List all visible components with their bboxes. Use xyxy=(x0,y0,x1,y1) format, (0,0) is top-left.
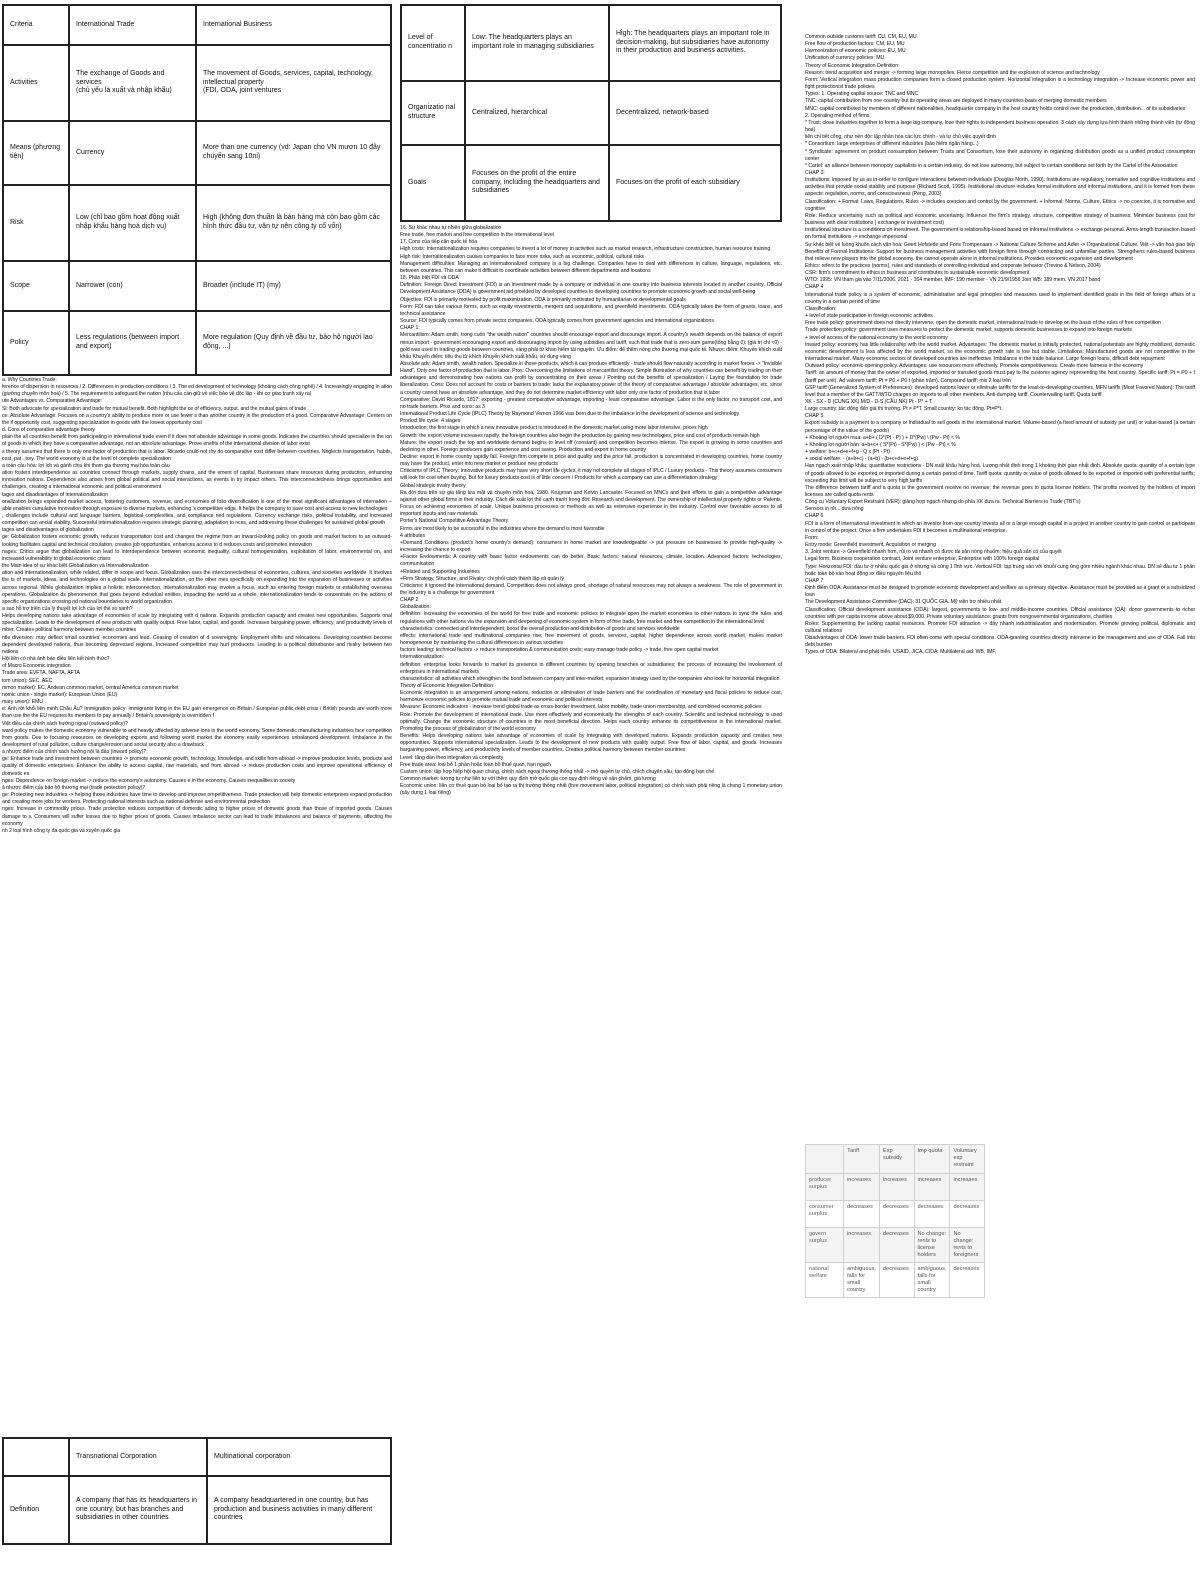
note-line: CHAP 4 xyxy=(805,284,824,291)
table-cell: Less regulations (between import and export) xyxy=(69,311,196,375)
table-cell: Narrower (con) xyxy=(69,261,196,311)
table-header-row xyxy=(3,5,391,45)
table-header-cell: International Trade xyxy=(69,5,196,45)
table-cell: More than one currency (vd: Japan cho VN mượn 10 đây chuyển sang 10ni) xyxy=(196,121,391,185)
table-cell: Focuses on the profit of the entire company, including the headquarters and subsidiaries xyxy=(465,145,609,221)
note-line: Level: tăng dần theo integration và complexity xyxy=(400,754,504,761)
table-cell: Policy xyxy=(3,311,69,375)
note-line: Classification: xyxy=(805,305,837,312)
note-line: Export subsidy is a payment to a company or individual to sell goods in the international market. Volume-based (a fixed amount of subsidy per unit) or value-based (a certain percentage of the value of the goods) xyxy=(805,420,1195,434)
table-cell: consumer surplus xyxy=(806,1201,844,1228)
note-line: Internationalization: xyxy=(400,654,444,661)
table-row xyxy=(3,1476,391,1544)
note-line: + level of access of the national economy to the world economy xyxy=(805,334,948,341)
note-line: nges: Dependence on foreign market -> reduce the economy's autonomy. Causes e in the economy. Causes inequalities in society xyxy=(2,777,296,784)
note-line: * Cartel: an alliance between monopoly capitalists in a certain industry, do not lose autonomy, but subject to certain conditions set forth by the Cartel of the Association xyxy=(805,162,1178,169)
note-line: 4 attributes xyxy=(400,532,426,539)
table-cell: ambiguous, falls for small country xyxy=(844,1262,880,1297)
note-line: ả nhược điểm của bảo hộ thương mại (trade protection policy)? xyxy=(2,784,146,791)
note-line: 2. Operating method of firms xyxy=(805,112,870,119)
note-line: Custom union: tập hợp hiệp hội quan chung, chính sách ngoại thương thống nhất -> mở quyền tự chủ, chích chuyên sâu, tạo động hạn chế xyxy=(400,768,715,775)
note-line: Sl: Both advocate for specialization and trade for mutual benefit. Both highlight the ce of efficiency, output, and the mutual gains of trade xyxy=(2,405,307,412)
table-cell: increases xyxy=(844,1228,880,1263)
note-line: Theory of Economic Integration Definition: xyxy=(805,62,900,69)
table-header-cell: Transnational Corporation xyxy=(69,1438,207,1476)
note-line: FDI is a form of international investment in which an investor from one country invests all or a large enough capital in a project in another country to gain control or participate in control of the project. Once a firm undertakes FDI it becomes a multinational enterprise. xyxy=(805,520,1195,534)
note-line: Sensors in nh... dưa nông xyxy=(805,506,864,513)
note-line: Helps developing nations take advantage of economies of scale by integrating with d nations. Expands production capacity and creates new opportunities. Supports onal specialization. Leads to the development of new products with quality output. Free labor, capital, and goods. Increases bargaining power, efficiency, and productivity levels of mber. Creates political harmony between member countries xyxy=(2,613,392,634)
note-line: Common outside customs tariff: CU, CM, EU, MU xyxy=(805,34,917,40)
note-line: nomic union - single market): European Union (EU) xyxy=(2,691,118,698)
note-line: Common market: tương tự như liên tự với thêm quy định mở quốc gia con quy định riêng về sản phẩm, giá lương xyxy=(400,776,656,783)
table-cell: Scope xyxy=(3,261,69,311)
table-cell: decreases xyxy=(844,1201,880,1228)
note-line: MNC: capital contributed by members of different nationalities, headquarter company in the host country holds control over the production, distribution... of its subsidiaries xyxy=(805,105,1186,112)
note-line: Công cụ Voluntary Export Restraint (VER): giảng hợp ngạch nhưng do phía XK đưa ra. Technical Barriers to Trade (TBT's) xyxy=(805,499,1081,506)
note-line: +Demand Conditions (product's home country's demand): consumers in home market are knowledgeable -> put pressure on businesses to provide high-quality -> increasing the chance to export xyxy=(400,539,782,554)
note-line: Form: xyxy=(805,534,819,541)
note-line: Inward policy: economy has little relationship with the world market. Advantages: The domestic market is initially protected, national potentials are highly mobilized, domestic economic development is less affected by the world market, so the economic growth rate is low but stable. Limitations: Manufactured goods are not competitive in the international market. Many economic sectors of developed countries are ineffective. Imbalance in the trade balance. Large foreign loans, difficult debt repayment xyxy=(805,341,1195,363)
note-line: International Product Life Cycle (IPLC) Theory by Raymond Vernon 1966 was born due to the imbalance in the development of science and technology xyxy=(400,411,740,418)
table-cell: The exchange of Goods and services (chủ yếu là xuất và nhập khẩu) xyxy=(69,45,196,121)
note-line: nges: Increase in commodity prices. Trade protection reduces competition of domestic ading to higher prices of domestic goods than those of imported goods. Causes damage to s. Consumers will suffer losses due to higher prices of goods. Causes imbalance sector can lead to trade imbalances and balance of payments, affecting the economy xyxy=(2,806,392,827)
note-line: characteristics: connected and interdependent; boost the overall production and distribution of goods and services worldwide xyxy=(400,625,680,632)
note-line: tom union): SEC, AEC xyxy=(2,677,53,684)
note-line: Benefits of Formal Institutions: Support for business management activities with foreign firms through contracting and unfamiliar parties. Strengthens rules-based business that relieve new players into the global economy. the cannot operate alone in informal institutions. Provides economic expansion and development xyxy=(805,248,1195,262)
note-line: Disadvantages of ODA: lower trade barriers. FDI often come with special conditions. ODA-granting countries directly intervene in the management and use of ODA. Fall into debt burden xyxy=(805,635,1195,649)
note-line: ge: Protecting new industries -> helping those industries have time to develop and improve ompetitiveness. Trade protection will help domestic enterprises expand production and creating more jobs for workers. Protecting national interests such as national defense and environmental protection xyxy=(2,792,392,806)
table-cell: Goals xyxy=(401,145,465,221)
note-line: Form: FDI can take various forms, such as equity investments, mergers and acquisitions, and greenfield investments. ODA typically takes the form of grants, loans, and technical assistance xyxy=(400,303,782,317)
notes-left xyxy=(2,377,392,1423)
note-line: liên chỉ tiết công, như nền độc lập nhân hóa các lực chính - và tự chủ việc quyết định xyxy=(805,134,996,141)
corporation-table xyxy=(2,1437,392,1545)
table-header-cell: International Business xyxy=(196,5,391,45)
table-cell: Definition xyxy=(3,1476,69,1544)
note-line: a sao hỗ trợ triển của lý thuyết lợi ích của lợi thế so sánh? xyxy=(2,606,133,612)
table-cell: Currency xyxy=(69,121,196,185)
table-cell: Exp subsidy xyxy=(879,1145,914,1174)
note-line: The difference between tariff and a quota is the government receive no revenue; the revenue goes to quota license holders. The profits received by the holders of import licenses are called quota rents xyxy=(805,484,1195,498)
note-line: High costs: Internationalization requires companies to invest a lot of money in activities such as market research, infrastructure construction, human resource training. xyxy=(400,246,772,253)
note-line: effects: international trade and multinational companies rise; free movement of goods, services, capital; higher dependence across world market; makes market homogeneous by maintaining the cultural differences in various societies xyxy=(400,632,782,647)
note-line: Objective: FDI is primarily motivated by profit maximization. ODA is primarily motivated by humanitarian or developmental goals xyxy=(400,296,686,303)
note-line: Trade area: EVFTA, NAFTA, AFTA xyxy=(2,670,80,677)
note-line: Economic integration is an arrangement among nations, reduction or elimination of trade barriers and the coordination of monetary and fiscal policies to reduce cost, harmonize economic policies to promote mutual trade and economic and political interests xyxy=(400,690,782,704)
column-left xyxy=(2,4,392,1545)
note-line: Growth: the export volume increases rapidly, the foreign countries also begin the production by gaining new technologies, price and cost of products remain high xyxy=(400,432,760,439)
note-line: + level of state participation in foreign economic activities xyxy=(805,313,933,320)
note-line: +Related and Supporting Industries xyxy=(400,568,480,575)
table-cell: Risk xyxy=(3,185,69,261)
note-line: Free flow of production factors: CM, EU, MU xyxy=(805,41,905,48)
table-cell: govern surplus xyxy=(806,1228,844,1263)
note-line: Type: Horizontal FDI: đầu tư ở nhiều quốc gia ở nhưng và cùng 1 lĩnh vực. Vertical FDI: tạp trung vào với chuỗi cung ứng gồm nhiều ngành khác nhau. DN sẽ đầu tư 1 phần hoặc toàn bộ vào hoạt động sx điều nguyên liệu thô xyxy=(805,563,1195,577)
note-line: e: Anh rời khỏi liên minh Châu Âu? Immigration policy: immigrants living in the EU gain emergence on Britain / European public debt crisis / British pounds are worth more than use the the EU requires its members to pay annually / Britain's sovereignty is overridden f xyxy=(2,706,392,720)
table-cell: Imp quota xyxy=(914,1145,950,1174)
table-cell: decreases xyxy=(950,1262,985,1297)
note-line: High risk: Internationalization causes companies to face more risks, such as economic, political, cultural risks xyxy=(400,253,645,260)
note-line: * Consortium: large enterprises of different industries (bảo hiểm ngân hàng...) xyxy=(805,141,979,148)
note-line: ward policy makes the domestic economy vulnerable to and heavily affected by adverse ions in the world economy. Some domestic manufacturing industries face competition from goods. Due to focusing resources on developing exports and following world market the economy easily experiences unbalanced development. Imbalance in the development of rural pollution, culture change/erosion and social security also a drawback xyxy=(2,727,392,748)
table-cell: Means (phương tiện) xyxy=(3,121,69,185)
note-line: nh 2 loại hình công ty đa quốc gia và xuyên quốc gia xyxy=(2,827,121,834)
note-line: definition: enterprise looks forwards to market its presence in different countries by opening branches or subsidiaries; the process of increasing the involvement of enterprises in international markets xyxy=(400,661,782,675)
note-line: Form: Vertical integration mass production companies form a closed production system. Horizontal integration is a technology integration -> Increase economic power and fight protectionist trade policies xyxy=(805,76,1195,91)
note-line: Unification of currency policies: MU xyxy=(805,55,885,62)
table-row xyxy=(3,311,391,375)
table-row xyxy=(401,145,781,221)
note-line: +Firm Strategy, Structure, and Rivalry: chi phối cách thành lập và quản lý xyxy=(400,575,564,582)
table-cell: No change: rents to license holders xyxy=(914,1228,950,1263)
note-line: Criticisms: it ignored the international demand. Competition does not always good, shortage of natural resources may not always a weakness. The role of government in the industry is a challenge for government xyxy=(400,582,782,596)
note-line: d. Cons of comparative advantage theory xyxy=(2,427,95,434)
note-line: a toàn cầu hóa: lợi ích và gánh chịu khi tham gia thương mại hóa toàn cầu xyxy=(2,462,170,469)
note-line: + Khoảng lợi người mua: a+b+ ( D*(Pt - P) ) + D*(Pw) \ (Pw - Pt) < % xyxy=(805,434,960,441)
note-line: characteristics: all activities which strengthen the bond between company and inter-market; expansion strategy used by the companies who look for horizontal integration xyxy=(400,675,780,682)
table-cell: Broader (include IT) (my) xyxy=(196,261,391,311)
note-line: Types: 1. Operating capital source: TNC and MNC xyxy=(805,91,919,98)
note-line: Product life cycle: 4 stages xyxy=(400,418,461,425)
note-line: Ra đời dựa trên sự gia tăng lựa mặt và chuyên môn hoá, 1980. Krugman and Kelvin Lancaster. Focused on MNCs and their efforts to gain a competitive advantage against other global firms in their industry. Cách đề xuất lợi thế cạnh tranh trong đời: Research and development. The ownership of intellectual property rights or Patents. Focus on achieving economies of scale. Unique business processes or methods as well as extensive experience in the industry. Control over favorable access to all important inputs and raw materials xyxy=(400,489,782,518)
note-line: the Main idea of sự khác biệt Globalization và Internationalization xyxy=(2,563,149,570)
table-row xyxy=(3,121,391,185)
table-cell: Focuses on the profit of each subsidiary xyxy=(609,145,781,221)
note-line: Tariff: an amount of money that the owner of exported, imported or transited goods must pay to the customs agency representing the host country. Specific tariff: Pt = P0 + t (tariff per unit). Ad valorem tariff: Pt = P0 + P0 t (phần trăm). Compound tariff: mix 2 loại trên xyxy=(805,370,1195,384)
table-header-cell xyxy=(3,1438,69,1476)
note-line: 3. Joint venture -> Greenfield nhanh hơn, rủi ro và nhanh có được tài sản nòng nhuốm; hiệu quả sản có của quyết xyxy=(805,549,1062,556)
table-header-cell: Multinational corporation xyxy=(207,1438,391,1476)
note-line: ation fosters interdependence as countries connect through markets, supply chains, and the ement of capital. Businesses share resources during production, enhancing innovation nations. Dependence also arises from global political and social interactions, as events in try impact others. This interconnectedness brings opportunities and challenges, creating a international economic and political environment xyxy=(2,470,392,491)
table-row xyxy=(806,1228,985,1263)
note-line: mary union): EMU xyxy=(2,699,43,706)
note-line: CHAP 6 xyxy=(805,513,824,520)
table-cell: decreases xyxy=(879,1201,914,1228)
note-line: Large country: tác động đến giá thị trường. Pt ≠ P*T. Small country: ko tác động. Pt=P*t xyxy=(805,406,1002,413)
table-row xyxy=(3,45,391,121)
note-line: Role: Promote the development of international trade. Use more effectively and economically the strengths of each country. Scientific and technical technology is used optimally. Change the economic structure of countries in the most beneficial direction. Helps each country enhance its competitiveness in the international market. Promoting the process of globalization of the world economy xyxy=(400,711,782,732)
note-line: CHAP 5 xyxy=(805,413,824,420)
note-line: TNC: capital contribution from one country but its operating areas are deployed in many countries basis of merging domestic members xyxy=(805,98,1107,105)
note-line: Hội liên có nhà ảnh báo điều liên kết hình thức? xyxy=(2,656,110,663)
note-line: Hạn ngạch xuất nhập khẩu: quantitative restrictions - DN xuất khẩu hàng hoá. Lượng nhất định trong 1 khoảng thời gian nhất định. Absolute quota: quantity of a certain type of goods allowed to be exported or imported during a certain period of time. Tariff quota: quantity or value of goods allowed to be exported or imported with preferential tariffs; exceeding this limit will be subject to very high tariffs xyxy=(805,463,1195,484)
note-line: Institutions: imposed by us as in-order to configure interactions between individuals (Douglas North, 1990). Institutions are regulatory, normative and cognitive institutions and activities that provide social stability and purpose (Richard Scott, 1995). Institutional structure includes formal institutions and informal institutions, and it is formed from these aspects: regulation, norms, and consciousness (Peng, 2003) xyxy=(805,177,1195,198)
note-line: CHAP 1: xyxy=(400,325,420,332)
table-cell: decreases xyxy=(879,1262,914,1297)
table-cell: ambiguous, falls for small country xyxy=(914,1262,950,1297)
note-line: Entry mode: Greenfield investment, Acquisition or merging xyxy=(805,542,936,549)
note-line: Benefits: Helps developing nations take advantage of economies of scale by integrating with developed nations. Expands production capacity and creates new opportunities. Supports international specialization. Leads to the development of new products with quality output. Free flow of labor, capital, and goods. Increases bargaining power, efficiency, and productivity levels of member countries. Creates political harmony between member countries xyxy=(400,733,782,754)
note-line: Globalization: xyxy=(400,604,431,611)
note-line: CHAP 3: xyxy=(805,169,825,176)
table-cell: decreases xyxy=(879,1228,914,1263)
note-line: mmon market): EC, Andean common market, central America common market xyxy=(2,684,179,691)
note-line: s theory assumes that there is only one factor of production that is labor. Ricardo could not rhy do comparative cost differ between countries. Neglects transportation, habits, cost, pat ..tory. The world economy is at the level of complete specialization xyxy=(2,448,392,462)
note-line: * Syndicate: agreement on product consumption between Trusts and Consortium, lose their autonomy in organizing distribution goods as a unified product consumption center xyxy=(805,148,1195,162)
concentration-table xyxy=(400,4,782,222)
note-line: Theory of Economic Integration Definition: xyxy=(400,683,495,689)
note-line: 16. Sự khác nhau tự nhiên giữa globalization xyxy=(400,225,502,231)
note-line: Mature: the export reach the top and worldwide demand begins to level off (constant) and competition becomes intense. The export is growing in some countries and declining in other. Foreign producers gain experience and cost saving. Production and export in home country xyxy=(400,439,782,453)
note-line: + Khoảng lợi người bán: a+b+c+ ( S*(Pt) - S*(Pw) ) < (Pw - Pt) < % xyxy=(805,441,956,448)
table-row xyxy=(806,1201,985,1228)
note-line: Porter's National Competitive Advantage Theory xyxy=(400,518,509,525)
table-header-row xyxy=(3,1438,391,1476)
table-header-cell: Criteria xyxy=(3,5,69,45)
note-line: Reason: trend acquisition and merger -> forming large monopolies. Fierce competition and the explosion of science and technology xyxy=(805,69,1100,76)
note-line: 18. Phân biệt FDI và ODA xyxy=(400,275,459,282)
note-line: Trade protection policy: government uses measures to protect the domestic market, supports domestic businesses to expand into foreign markets xyxy=(805,327,1132,334)
note-line: factors leading: technical factors -> reduce transportation & communication costs; easy manage trade policy -> trade, free open capital market xyxy=(400,647,719,654)
note-line: International trade policy is a system of economic, administrative and legal principles and measures used to implement identified goals in the field of foreign affairs of a country in a certain period of time xyxy=(805,291,1195,305)
table-cell: Decentralized, network-based xyxy=(609,81,781,145)
note-line: Roles: Supplementing the lacking capital resources. Promote FDI attraction -> đẩy nhanh industrialization and modernization. Promote growing political, diplomatic and cultural relations xyxy=(805,620,1195,634)
trade-policy-effects-table xyxy=(805,1144,985,1298)
note-line: The Development Assistance Committee (DAC): 31 QUỐC GIA. Mỹ viện trợ nhiều nhất xyxy=(805,599,1002,606)
note-line: à nhược điểm của chính sách hướng nội là đầu (inward policy)? xyxy=(2,749,147,756)
note-line: Free trade policy: government does not directly intervene, open the domestic market, international trade to develop on the basis of the rules of free competition xyxy=(805,320,1161,327)
note-line: Định điểm ODA: Assistance must be designed to promote economic development and welfare as a primary objective. Assistance must be provided as a grant or a subsidized loan xyxy=(805,585,1195,599)
note-line: ce: Absolute Advantage: Focuses on a country's ability to produce more or use fewer s than another country in the production of a good. Comparative Advantage: Centers on the if opportunity cost, suggesting specialization in goods with the lowest opportunity cost xyxy=(2,412,392,426)
table-row xyxy=(806,1174,985,1201)
note-line: Definition: Foreign Direct Investment (FDI) is an investment made by a company or individual in one country into business interests located in another country. Official Development Assistance (ODA) is government aid provided by developed countries to developing countries to promote economic growth and social well-being xyxy=(400,282,782,296)
table-cell: Low (chỉ bao gồm hoạt động xuất nhập khẩu hàng hoá dịch vụ) xyxy=(69,185,196,261)
note-line: Role: Reduce uncertainty such as political and economic uncertainty. Influence the firm's strategy. structure, competitive strategy of business. Minimize business cost for business with clear institutions ( exchange or investment cost) xyxy=(805,212,1195,227)
note-line: Economic union: liên cơ thuế quan bỏ loại bỏ tạo ra thị trường thống nhất (free movement labor, political integration) có chính sách phải riêng là chung 1 monetary union (xây dựng 1 loại riêng) xyxy=(400,783,782,797)
table-cell xyxy=(806,1145,844,1174)
note-line: Criticisms of IPLC Theory: Innovative products may have very short life cycles, it may not complete all stages of IPLC / Luxury products - This theory assumes consumers will look for cost when buying. But for luxury products cost is of little concern / Products for which a company can use a differentiation strategy xyxy=(400,468,782,482)
column-middle xyxy=(400,4,782,1589)
note-line: Classification: + Formal: Laws, Regulations, Rules -> includes coercion and control by the government. + Informal: Norms, Culture, Ethics -> no coercion, it is normative and cognitive xyxy=(805,198,1195,212)
note-line: Firms are most likely to be successful in the industries where the demand is most favorable xyxy=(400,525,605,532)
note-line: +Factor Endowments: A country with basic factor endowments can do better. Basic factors: natural resources, climate, location. Advanced factors: technologies, communication xyxy=(400,554,782,568)
table-cell: decreases xyxy=(914,1201,950,1228)
table-cell: Voluntary exp restraint xyxy=(950,1145,985,1174)
note-line: plain the all countries benefit from participating in international trade even if it does not absolute advantage in some goods. Indicates the countries should specialize in the ion of goods in which they have a comparative advantage, not an absolute advantage. Prove enefits of the international division of labor exist xyxy=(2,434,392,448)
note-line: Sự khác biệt về luồng khuôn cách văn hoá: Geert Hofstede and Fons Trompenaars -> National Culture Scheme and Adler -> Organizational Culture. Việt -> văn hoá giao tiếp xyxy=(805,241,1195,248)
table-cell: The movement of Goods, services, capital, technology, intellectual property (FDI, ODA, joint ventures xyxy=(196,45,391,121)
note-line: Introduction: the first stage in which a new innovative product is introduced in the domestic market using more labor intensive, prices high xyxy=(400,425,708,432)
table-cell: increases xyxy=(950,1174,985,1201)
note-line: Outward policy: economic opening policy. Advantages: use resources more effectively. Promote competitiveness. Create more fairness in the economy xyxy=(805,363,1144,370)
note-line: + social welfare: - (a+b+c) - (a+b) - (b+c+d+e+f+g) xyxy=(805,456,918,463)
table-cell: increases xyxy=(844,1174,880,1201)
note-line: of Macro Economic integration xyxy=(2,663,71,670)
table-cell: Activities xyxy=(3,45,69,121)
note-line: CHAP 2 xyxy=(400,597,419,604)
note-line: Management difficulties: Managing an internationalized company is a big challenge. Companies have to deal with differences in culture, language, regulations, etc. between countries. This can make it difficult to coordinate activities between different departments and locations xyxy=(400,260,782,274)
note-line: ge: Enhance trade and investment between countries -> promote economic growth, technology, knowledge, and skills from abroad -> improve production levels, products and quality of domestic enterprises. Enhance the ability to access capital, raw materials, and from abroad -> reduce production costs and improve operational efficiency of domestic es xyxy=(2,756,392,777)
notes-right xyxy=(805,34,1195,1132)
table-row xyxy=(3,261,391,311)
note-line: Measure: Economic indicators - increase trend global trade as cross-border investment, labor mobility, trade union membership, and combined economic policies xyxy=(400,704,762,711)
note-line: WTO: 1995: VN tham gia vào 7/11/2006. 2021 - 164 member. IMF: 190 member - VN 21/9/1956 Join WB: 189 mem. VN 2017 band xyxy=(805,277,1101,284)
note-line: CHAP 7 xyxy=(805,577,824,584)
note-line: ge: Globalization fosters economic growth, reduces transportation cost and changes the regime from an inward-looking policy on goods and market factors to an outward-looking facilitates capital and technical circulation, creates job opportunities, enhances access to d reduces costs and promotes innovation xyxy=(2,534,392,548)
note-line: CSR: firm's commitment to ethics in business and contributes to sustainable economic development xyxy=(805,270,1030,277)
table-cell: decreases xyxy=(950,1201,985,1228)
trade-business-table xyxy=(2,4,392,376)
note-line: Việt điều của chính sách hướng ngoại (outward policy)? xyxy=(2,720,128,727)
note-line: Types of ODA: Bilateral and phát triển. USAID, JICA, CIDA. Multilateral aid: WB, IMF, xyxy=(805,649,997,656)
note-line: Source: FDI typically comes from private sector companies. ODA typically comes from government agencies and international organizations xyxy=(400,318,714,325)
note-line: Free trade, free market and free competition in the international level xyxy=(400,232,554,239)
note-line: nages: Critics argue that globalization can lead to interdependence between economic inequality, cultural homogenization, exploitation of labor, environmental on, and increased vulnerability to global economic crises xyxy=(2,548,392,562)
note-line: , challenges include cultural and language barriers, logistical complexities, and compliance ried regulations. Currency exchange risks, political instability, and increased competition can ancial viability. Successful internationalization requires strategic planning, adaptation to nces, and addressing these challenges for sustained global growth xyxy=(2,512,392,527)
table-cell: national welfare xyxy=(806,1262,844,1297)
table-row xyxy=(3,185,391,261)
table-cell: A company headquartered in one country, but has production and business activities in many different countries xyxy=(207,1476,391,1544)
note-line: XK - SX - D (CUNG XK) M/D - D-S (CẦU NK) Pt - P* + T xyxy=(805,398,933,405)
table-cell: Organizatio nal structure xyxy=(401,81,465,145)
note-line: Classification: Official development assistance (ODA): largest, governments to low- and middle-income countries. Official assistance (OA): donor governments to richer countries with per capita income above about $9,000. Private voluntary assistance: grants from nongovernmental organizations, charities xyxy=(805,606,1195,620)
note-line: a. Why Countries Trade: xyxy=(2,377,57,383)
note-line: Free trade area: loại bỏ 1 phần hoặc toàn bộ thuế quan, hạn ngạch xyxy=(400,761,552,768)
table-cell: No change: rents to foreigners xyxy=(950,1228,985,1263)
table-cell: increases xyxy=(879,1174,914,1201)
table-cell: High: The headquarters plays an important role in decision-making, but subsidiaries have autonomy in their production and business activities. xyxy=(609,5,781,81)
table-row xyxy=(401,5,781,81)
note-line: 17. Cons của tiếp cận quốc tế hóa xyxy=(400,239,478,246)
note-line: + welfare: b+c+d+e+f+g - Q x (Pt - Pt) xyxy=(805,449,890,456)
note-line: onalization brings expanded market access, fostering customers, revenue, and economies of folio diversification is one of the most significant advantages of internation -- able enables cumulative innovation through exposure to diverse markets, enhancing 's competitive edge. It helps the company to save cost and access to new technologies xyxy=(2,498,392,512)
table-cell: Level of concentratio n xyxy=(401,5,465,81)
table-cell: Low: The headquarters plays an important role in managing subsidiaries xyxy=(465,5,609,81)
note-line: ute Advantages vs. Comparative Advantage: xyxy=(2,398,103,405)
table-cell: Tariff xyxy=(844,1145,880,1174)
note-line: ntle diversion: may deflect small countries' economies and lead. Ceasing of creation of d sovereignty. Employment shifts and relocations. Developing countries become dependent developed nations, thus becoming depressed regions. Increased competition may hurt producers. Leading to a political disturbance and rivalry between two nations xyxy=(2,634,392,655)
note-line: definition: increasing the economies of the world for free trade and economic policies to integrate open the market economies to other nations to sync the rules and regulations with other nations via the expansion and deepening of economic system in form of free trade, free market and free competition in the international level xyxy=(400,611,782,625)
table-cell: More regulation (Quy định về đầu tư, bảo hộ người lao động, ...) xyxy=(196,311,391,375)
note-line: ation and internationalization, while related, differ in scope and focus. Globalization sses the interconnectedness of economies, cultures, and societies worldwide. It involves the ts of markets, ideas, and technologies on a global scale. Internationalization, on the other mes specifically on expanding into the expansion of businesses or activities across regional. While globalization implies a holistic interconnection, internationalization may involve a focus, such as entering foreign markets or establishing overseas operations. Globalization ds phenomenon that goes beyond individual entities, impacting the world as a whole, internationalization tends to concentrate on the actions of specific organizations crossing nd national boundaries to world organization xyxy=(2,570,392,605)
table-cell: producer surplus xyxy=(806,1174,844,1201)
table-row xyxy=(401,81,781,145)
table-cell: increases xyxy=(914,1174,950,1201)
note-line: tages and disadvantages of globalization xyxy=(2,527,94,534)
table-cell: Centralized, hierarchical xyxy=(465,81,609,145)
note-line: Mercantilism: Adam smith, trong cuốn "the wealth nation" countries should encourage export and discourage import. A country's wealth depends on the balance of export minus import - government encouraging export and discouraging import by using subsidies and tariff, such that trade that is zero-sum game(tổng bằng 0): (giá trị chi <0) - gold was used in trading goods between countries, vàng phải từ khan hiếm tài nguyên. Ưu điểm: để thêm nóng cho thương mại quốc tế. Nhược điểm: Khuyến khích xuất khẩu Khuyến điểm: tiêu thụ từ khích Khuyến khích xuất khẩu, sử dụng vàng xyxy=(400,332,782,360)
note-line: Institutional structure is a conditions on investment. The government is relationship-based based on informal institutions -> exchange personal. Arms-length transaction based on formal institutions -> exchange impersonal xyxy=(805,227,1195,241)
note-line: ference of dispersion in resources / 2. Differences in production conditions / 3. The ed development of technology (khoảng cách công nghệ) / 4. Increasingly engaging in ation (giường chuyên môn hoá) / 5. The requirement to safeguard the nation (nhu cầu cần giữ về việc bảo vệ độc lập - khi cơ giao tranh xảy ra) xyxy=(2,384,392,398)
note-line: Legal form: Business cooperation contract, Joint venture enterprise, Enterprise with 100% foreign capital xyxy=(805,556,1040,563)
note-line: Global strategic rivalry theory xyxy=(400,482,466,489)
table-cell: High (không đơn thuần là bán hàng mà còn bao gồm các hình thức đầu tư, vận tự nên công ty cổ vốn) xyxy=(196,185,391,261)
note-line: Decline: export in home country rapidly fall. Foreign firm compete in price and quality and the price fall. production is concentrated in developing countries, home country may have the product, enter into new market or produce new products xyxy=(400,454,782,468)
table-cell: A company that has its headquarters in one country, but has branches and subsidiaries in other countries xyxy=(69,1476,207,1544)
note-line: Ethics: refers to the practices (norms), rules and standards of controlling individual and corporate behavior (Trevino & Nelson, 2004) xyxy=(805,263,1101,269)
note-line: GSP tariff (Generalized System of Preferences): developed nations lower or eliminate tariffs for the least-to-developing countries. MFN tariffs (Most Favored Nation): The tariff level that a member of the GATT/WTO charges on imports to all other members. Anti-dumping tariff. Countervailing tariff. Quota tariff xyxy=(805,384,1195,398)
table-row xyxy=(806,1262,985,1297)
note-line: Comparative: David Ricardo, 1817: exporting - greatest comparative advantage, importing - least comparative advantage. Labor is the only factor, no transport cost, and no trade barriers. Pros and cons: as 3 xyxy=(400,396,782,410)
note-line: tages and disadvantages of internationalization xyxy=(2,491,108,498)
note-line: * Trust: close industries together to form a large big company, lose their rights to independent business operation. 3 cách xây dựng lựa hình thành những thành viên (tự động hoá) xyxy=(805,119,1195,134)
note-line: Harmonization of economic policies: EU, MU xyxy=(805,48,906,55)
table-row xyxy=(806,1145,985,1174)
note-line: Absolute adv: Adam smith, wealth nation. Specialize in those products, which it can produce efficiently - trade should flow naturally according to market forces -> "Invisible Hand". Only one factor of production that is labor. Pros: Overcoming the limitations of mercantilist theory. Simple illustration of why countries can benefit by trading on their advantages and demonstrating how nations can profit by concentrating on their areas / Pointing out the benefits of specialization / Laying the foundation for trade liberalization. Cons: Does not account for costs or barriers to trade; lacks the explanatory power of the theory of comparative advantage / absolute advantages, etc. since a country cannot have an absolute advantage, and they do not determine market efficiency with labor only one factor of production that is labor xyxy=(400,360,782,396)
column-right xyxy=(805,4,1195,1298)
notes-middle xyxy=(400,225,782,1589)
